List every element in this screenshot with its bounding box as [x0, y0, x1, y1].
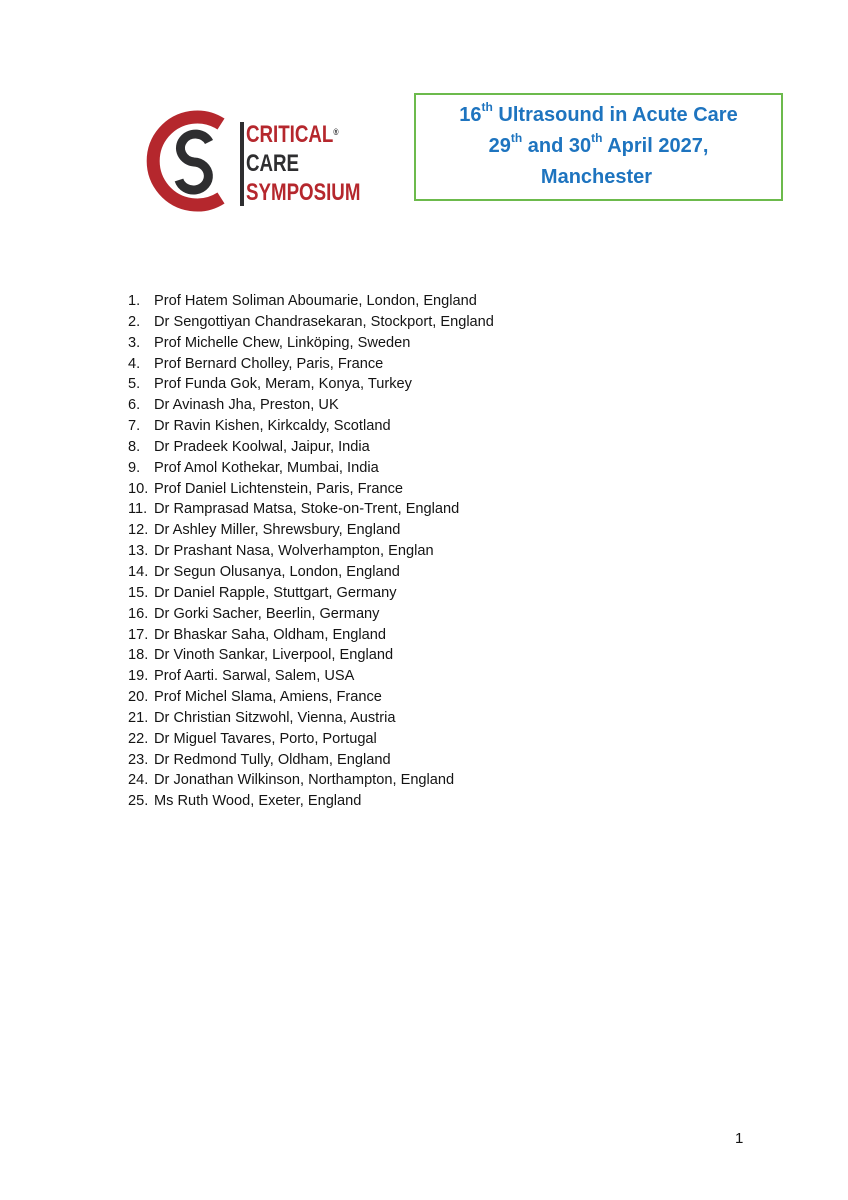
- speaker-number: 10.: [128, 480, 149, 497]
- speaker-number: 17.: [128, 626, 149, 643]
- logo-line-symposium: SYMPOSIUM: [246, 179, 361, 206]
- speaker-item: [128, 708, 494, 729]
- speaker-number: 2.: [128, 313, 141, 330]
- speaker-number: 16.: [128, 605, 149, 622]
- speaker-name: Dr Avinash Jha, Preston, UK: [154, 397, 339, 414]
- speaker-item: [128, 750, 494, 771]
- speaker-name: Dr Segun Olusanya, London, England: [154, 563, 400, 580]
- speaker-name: Prof Bernard Cholley, Paris, France: [154, 355, 384, 372]
- speaker-item: [128, 395, 494, 416]
- event-title: 16th Ultrasound in Acute Care: [459, 100, 738, 126]
- speaker-number: 23.: [128, 751, 149, 768]
- speaker-number: 13.: [128, 543, 149, 560]
- speaker-number: 4.: [128, 355, 141, 372]
- logo-wordmark: [246, 120, 360, 207]
- speaker-name: Ms Ruth Wood, Exeter, England: [154, 793, 362, 810]
- speaker-name: Prof Michelle Chew, Linköping, Sweden: [154, 334, 411, 351]
- speaker-item: [128, 687, 494, 708]
- speaker-number: 3.: [128, 334, 141, 351]
- speaker-name: Dr Daniel Rapple, Stuttgart, Germany: [154, 584, 397, 601]
- speaker-number: 19.: [128, 668, 149, 685]
- speaker-number: 5.: [128, 376, 141, 393]
- speaker-name: Dr Bhaskar Saha, Oldham, England: [154, 626, 387, 643]
- event-location: Manchester: [540, 166, 653, 188]
- speaker-item: [128, 312, 494, 333]
- speaker-item: [128, 645, 494, 666]
- speaker-name: Prof Amol Kothekar, Mumbai, India: [154, 459, 379, 476]
- speaker-item: [128, 604, 494, 625]
- logo-line-care: CARE: [246, 150, 300, 177]
- speaker-item: [128, 729, 494, 750]
- speaker-number: 8.: [128, 438, 141, 455]
- speaker-item: [128, 458, 494, 479]
- speaker-name: Dr Christian Sitzwohl, Vienna, Austria: [154, 709, 396, 726]
- speaker-number: 12.: [128, 522, 149, 539]
- speaker-number: 11.: [128, 501, 148, 518]
- speaker-name: Dr Gorki Sacher, Beerlin, Germany: [154, 605, 380, 622]
- speaker-item: [128, 791, 494, 812]
- speaker-item: [128, 541, 494, 562]
- speaker-number: 18.: [128, 647, 149, 664]
- speaker-name: Prof Daniel Lichtenstein, Paris, France: [154, 480, 404, 497]
- speaker-name: Prof Funda Gok, Meram, Konya, Turkey: [154, 376, 412, 393]
- speaker-item: [128, 291, 494, 312]
- speaker-name: Dr Redmond Tully, Oldham, England: [154, 751, 391, 768]
- speaker-item: [128, 416, 494, 437]
- speaker-number: 24.: [128, 772, 149, 789]
- critical-care-symposium-logo: [143, 108, 365, 214]
- speaker-name: Prof Hatem Soliman Aboumarie, London, England: [154, 293, 477, 309]
- speaker-item: [128, 583, 494, 604]
- speaker-number: 1.: [128, 293, 141, 309]
- speakers-list: [128, 291, 494, 812]
- event-dates: 29th and 30th April 2027,: [488, 131, 709, 157]
- speaker-name: Prof Michel Slama, Amiens, France: [154, 689, 382, 706]
- speaker-number: 20.: [128, 689, 149, 706]
- speaker-name: Dr Jonathan Wilkinson, Northampton, England: [154, 772, 455, 789]
- cs-monogram-icon: [143, 108, 253, 214]
- speaker-name: Dr Ashley Miller, Shrewsbury, England: [154, 522, 401, 539]
- speaker-name: Prof Aarti. Sarwal, Salem, USA: [154, 668, 355, 685]
- page-number: 1: [735, 1130, 744, 1147]
- speaker-item: [128, 354, 494, 375]
- logo-line-critical: CRITICAL®: [246, 121, 339, 148]
- speaker-number: 15.: [128, 584, 149, 601]
- speaker-name: Dr Ramprasad Matsa, Stoke-on-Trent, England: [154, 501, 460, 518]
- speaker-name: Dr Vinoth Sankar, Liverpool, England: [154, 647, 394, 664]
- speaker-item: [128, 499, 494, 520]
- speaker-number: 9.: [128, 459, 141, 476]
- speaker-number: 21.: [128, 709, 149, 726]
- speaker-item: [128, 479, 494, 500]
- speaker-item: [128, 374, 494, 395]
- registered-mark: ®: [333, 127, 339, 137]
- speaker-item: [128, 520, 494, 541]
- speaker-name: Dr Miguel Tavares, Porto, Portugal: [154, 730, 377, 747]
- speaker-item: [128, 625, 494, 646]
- speaker-number: 25.: [128, 793, 149, 810]
- speaker-number: 6.: [128, 397, 141, 414]
- speaker-number: 14.: [128, 563, 149, 580]
- speaker-item: [128, 333, 494, 354]
- speaker-number: 22.: [128, 730, 149, 747]
- event-info-box: [414, 93, 783, 201]
- speaker-item: [128, 437, 494, 458]
- speaker-name: Dr Pradeek Koolwal, Jaipur, India: [154, 438, 370, 455]
- speaker-number: 7.: [128, 418, 141, 435]
- speaker-name: Dr Prashant Nasa, Wolverhampton, Englan: [154, 543, 434, 560]
- speaker-name: Dr Ravin Kishen, Kirkcaldy, Scotland: [154, 418, 391, 435]
- speaker-name: Dr Sengottiyan Chandrasekaran, Stockport, England: [154, 313, 494, 330]
- speaker-item: [128, 770, 494, 791]
- speaker-item: [128, 666, 494, 687]
- speaker-item: [128, 562, 494, 583]
